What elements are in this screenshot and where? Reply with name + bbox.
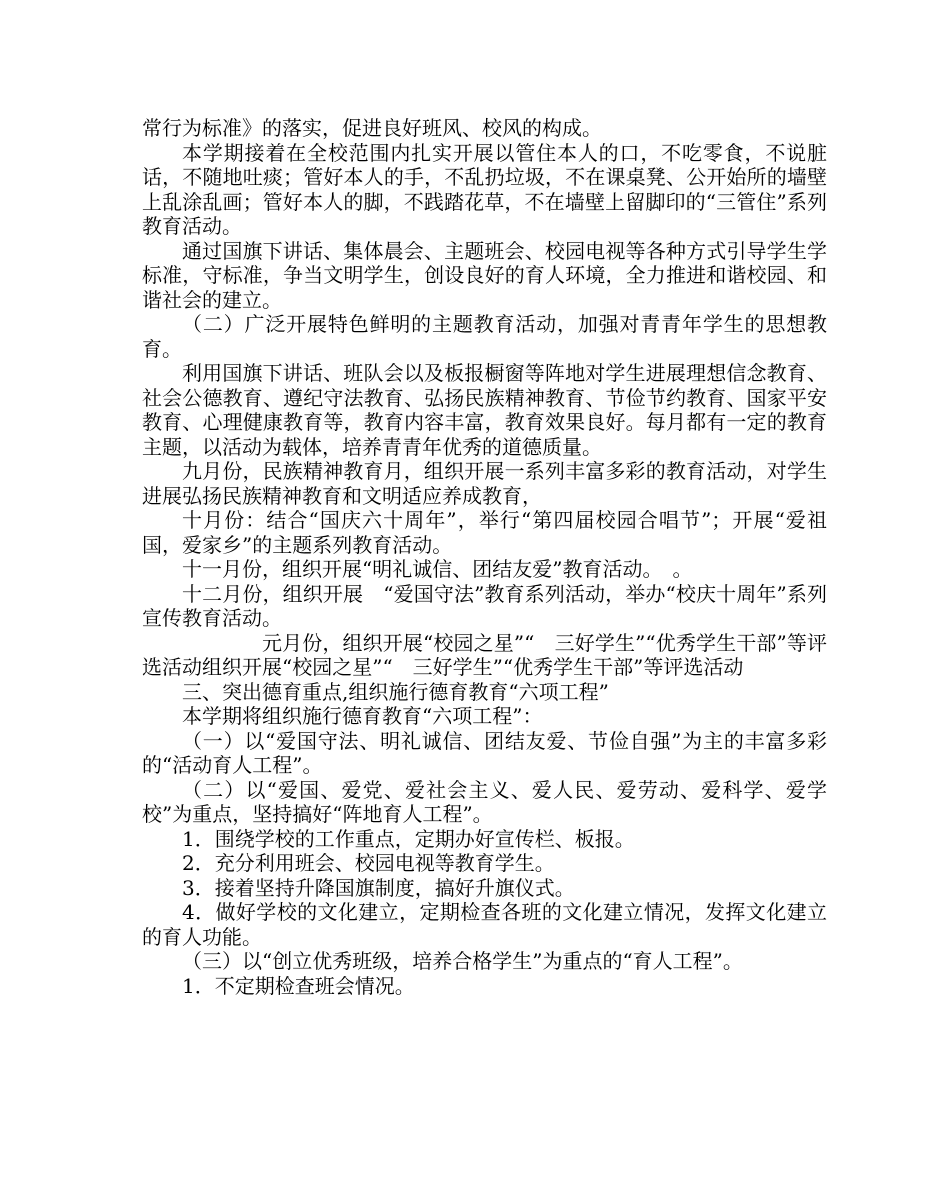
- paragraph: 十二月份，组织开展 “爱国守法”教育系列活动，举办“校庆十周年”系列宣传教育活动。: [142, 581, 827, 630]
- paragraph: （三）以“创立优秀班级，培养合格学生”为重点的“育人工程”。: [182, 949, 743, 973]
- document-body: [142, 116, 827, 998]
- paragraph: 十月份：结合“国庆六十周年”，举行“第四届校园合唱节”；开展“爱祖国，爱家乡”的主题系列教育活动。: [142, 508, 827, 557]
- list-item: 2．充分利用班会、校园电视等教育学生。: [182, 851, 555, 875]
- list-item: 1．围绕学校的工作重点，定期办好宣传栏、板报。: [182, 826, 635, 851]
- list-item: 3．接着坚持升降国旗制度，搞好升旗仪式。: [182, 875, 575, 900]
- paragraph: （一）以“爱国守法、明礼诚信、团结友爱、节俭自强”为主的丰富多彩的“活动育人工程”。: [142, 728, 827, 777]
- paragraph: （二）广泛开展特色鲜明的主题教育活动，加强对青青年学生的思想教育。: [142, 312, 827, 361]
- paragraph: 元月份，组织开展“校园之星”“ 三好学生”“优秀学生干部”等评选活动组织开展“校园之星”“ 三好学生”“优秀学生干部”等评选活动: [142, 630, 827, 679]
- paragraph: 通过国旗下讲话、集体晨会、主题班会、校园电视等各种方式引导学生学标准，守标准，争当文明学生，创设良好的育人环境，全力推进和谐校园、和谐社会的建立。: [142, 238, 827, 312]
- paragraph: 十一月份，组织开展“明礼诚信、团结友爱”教育活动。 。: [182, 557, 693, 581]
- paragraph: 本学期接着在全校范围内扎实开展以管住本人的口，不吃零食，不说脏话，不随地吐痰；管好本人的手，不乱扔垃圾，不在课桌凳、公开始所的墙壁上乱涂乱画；管好本人的脚，不践踏花草，不在墙壁上留脚印的“三管住”系列教育活动。: [142, 140, 827, 238]
- paragraph: 本学期将组织施行德育教育“六项工程”：: [182, 704, 543, 728]
- paragraph: 利用国旗下讲话、班队会以及板报橱窗等阵地对学生进展理想信念教育、社会公德教育、遵纪守法教育、弘扬民族精神教育、节俭节约教育、国家平安教育、心理健康教育等，教育内容丰富，教育效果良好。每月都有一定的教育主题，以活动为载体，培养青青年优秀的道德质量。: [142, 361, 827, 459]
- section-heading: 三、突出德育重点,组织施行德育教育“六项工程”: [182, 679, 609, 704]
- list-item: 1．不定期检查班会情况。: [182, 973, 415, 998]
- paragraph: （二）以“爱国、爱党、爱社会主义、爱人民、爱劳动、爱科学、爱学校”为重点，坚持搞好“阵地育人工程”。: [142, 777, 827, 826]
- list-item: 4．做好学校的文化建立，定期检查各班的文化建立情况，发挥文化建立的育人功能。: [142, 900, 827, 949]
- paragraph: 常行为标准》的落实，促进良好班风、校风的构成。: [142, 116, 602, 140]
- paragraph: 九月份，民族精神教育月，组织开展一系列丰富多彩的教育活动，对学生进展弘扬民族精神教育和文明适应养成教育，: [142, 459, 827, 508]
